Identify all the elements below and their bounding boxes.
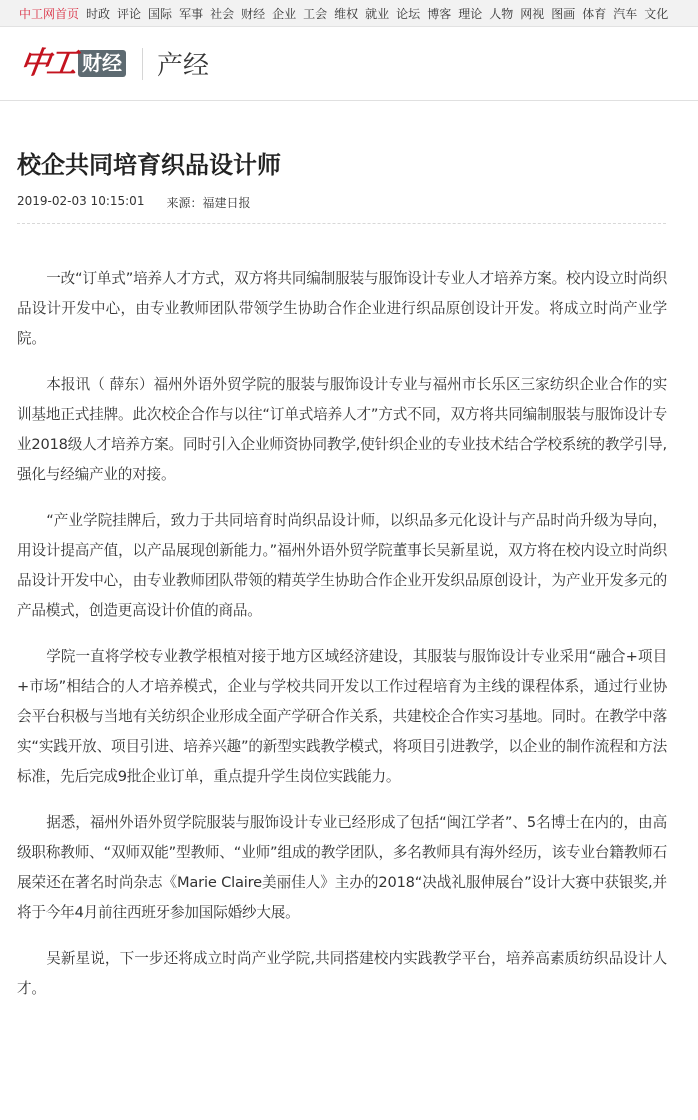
nav-rights[interactable]: 维权: [334, 6, 359, 21]
paragraph: 一改“订单式”培养人才方式，双方将共同编制服装与服饰设计专业人才培养方案。校内设立时尚织品设计开发中心，由专业教师团队带领学生协助合作企业进行织品原创设计开发。将成立时尚产业学院。: [17, 270, 667, 347]
nav-blog[interactable]: 博客: [427, 6, 452, 21]
nav-commentary[interactable]: 评论: [117, 6, 142, 21]
nav-enterprise[interactable]: 企业: [272, 6, 297, 21]
article-meta: [17, 194, 666, 211]
paragraph: 吴新星说，下一步还将成立时尚产业学院,共同搭建校内实践教学平台，培养高素质纺织品设计人才。: [17, 950, 667, 997]
nav-finance[interactable]: 财经: [241, 6, 266, 21]
paragraph: “产业学院挂牌后，致力于共同培育时尚织品设计师，以织品多元化设计与产品时尚升级为导向，用设计提高产值，以产品展现创新能力。”福州外语外贸学院董事长吴新星说，双方将在校内设立时尚织品设计开发中心，由专业教师团队带领的精英学生协助合作企业开发织品原创设计，为产业开发多元的产品模式，创造更高设计价值的商品。: [17, 512, 667, 619]
nav-culture[interactable]: 文化: [644, 6, 669, 21]
channel-logo-badge[interactable]: 财经: [78, 50, 126, 77]
section-title[interactable]: 产经: [157, 51, 210, 81]
nav-society[interactable]: 社会: [210, 6, 235, 21]
nav-forum[interactable]: 论坛: [396, 6, 421, 21]
nav-home[interactable]: 中工网首页: [19, 6, 80, 21]
nav-military[interactable]: 军事: [179, 6, 204, 21]
paragraph: 本报讯（ 薛东）福州外语外贸学院的服装与服饰设计专业与福州市长乐区三家纺织企业合作的实训基地正式挂牌。此次校企合作与以往“订单式培养人才”方式不同，双方将共同编制服装与服饰设计专业2018级人才培养方案。同时引入企业师资协同教学,使针织企业的专业技术结合学校系统的教学引导,强化与经编产业的对接。: [17, 376, 667, 483]
nav-sports[interactable]: 体育: [582, 6, 607, 21]
header-divider: [142, 48, 143, 80]
article-source: 来源：福建日报: [166, 196, 251, 210]
nav-employment[interactable]: 就业: [365, 6, 390, 21]
meta-divider: [17, 223, 666, 224]
nav-pictures[interactable]: 图画: [551, 6, 576, 21]
nav-theory[interactable]: 理论: [458, 6, 483, 21]
nav-union[interactable]: 工会: [303, 6, 328, 21]
nav-people[interactable]: 人物: [489, 6, 514, 21]
paragraph: 学院一直将学校专业教学根植对接于地方区域经济建设，其服装与服饰设计专业采用“融合+项目+市场”相结合的人才培养模式，企业与学校共同开发以工作过程培育为主线的课程体系，通过行业协会平台积极与当地有关纺织企业形成全面产学研合作关系，共建校企合作实习基地。同时。在教学中落实“实践开放、项目引进、培养兴趣”的新型实践教学模式，将项目引进教学，以企业的制作流程和方法标准，先后完成9批企业订单，重点提升学生岗位实践能力。: [17, 648, 667, 785]
site-logo[interactable]: 中工: [17, 45, 77, 81]
nav-politics[interactable]: 时政: [86, 6, 111, 21]
nav-video[interactable]: 网视: [520, 6, 545, 21]
publish-datetime: 2019-02-03 10:15:01: [17, 194, 145, 208]
article-body: [17, 264, 667, 1004]
site-header: [0, 27, 698, 101]
top-navigation: [0, 0, 698, 27]
nav-international[interactable]: 国际: [148, 6, 173, 21]
article: [0, 149, 698, 1004]
nav-auto[interactable]: 汽车: [613, 6, 638, 21]
paragraph: 据悉，福州外语外贸学院服装与服饰设计专业已经形成了包括“闽江学者”、5名博士在内的，由高级职称教师、“双师双能”型教师、“业师”组成的教学团队，多名教师具有海外经历，该专业台籍教师石展荣还在著名时尚杂志《Marie Claire美丽佳人》主办的2018“决战礼服伸展台”设计大赛中获银奖,并将于今年4月前往西班牙参加国际婚纱大展。: [17, 814, 667, 921]
article-title: 校企共同培育织品设计师: [17, 151, 281, 179]
